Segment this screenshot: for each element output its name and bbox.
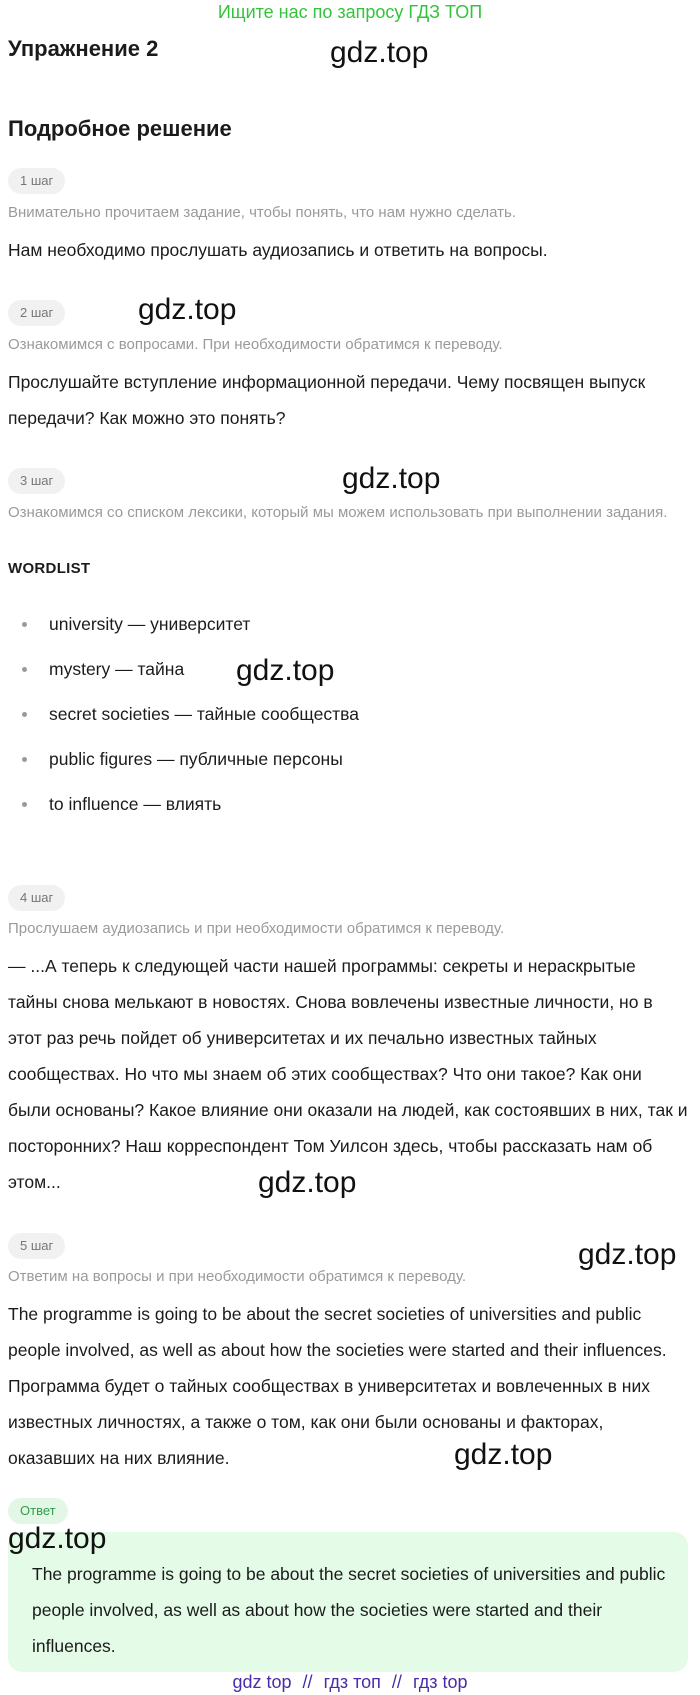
watermark: gdz.top bbox=[342, 462, 441, 495]
step-3-badge: 3 шаг bbox=[8, 468, 65, 494]
bullet-icon bbox=[22, 802, 27, 807]
step-1-text: Нам необходимо прослушать аудиозапись и ответить на вопросы. bbox=[8, 240, 548, 260]
answer-badge: Ответ bbox=[8, 1498, 68, 1524]
word-entry: mystery — тайна bbox=[49, 659, 185, 679]
step-4-hint: Прослушаем аудиозапись и при необходимости обратимся к переводу. bbox=[8, 920, 505, 937]
exercise-title: Упражнение 2 bbox=[8, 36, 159, 61]
watermark: gdz.top bbox=[258, 1166, 357, 1199]
step-1-badge: 1 шаг bbox=[8, 168, 65, 194]
list-item bbox=[22, 698, 662, 743]
watermark: gdz.top bbox=[578, 1238, 677, 1271]
step-3-hint: Ознакомимся со списком лексики, который мы можем использовать при выполнении задания. bbox=[8, 504, 668, 521]
word-entry: public figures — публичные персоны bbox=[49, 749, 343, 769]
list-item bbox=[22, 788, 662, 833]
step-5-badge: 5 шаг bbox=[8, 1233, 65, 1259]
footer-separator: // bbox=[302, 1672, 313, 1692]
search-banner: Ищите нас по запросу ГДЗ ТОП bbox=[217, 2, 483, 22]
watermark: gdz.top bbox=[138, 293, 237, 326]
watermark: gdz.top bbox=[8, 1522, 107, 1555]
watermark: gdz.top bbox=[330, 36, 429, 69]
step-5-hint: Ответим на вопросы и при необходимости обратимся к переводу. bbox=[8, 1268, 467, 1285]
answer-text: The programme is going to be about the secret societies of universities and public people involved, as well as about how the societies were started and their influences. bbox=[32, 1564, 666, 1656]
step-2-text: Прослушайте вступление информационной передачи. Чему посвящен выпуск передачи? Как можно это понять? bbox=[8, 372, 646, 428]
footer-link-gdz-top-ru[interactable]: гдз топ bbox=[323, 1672, 381, 1692]
list-item bbox=[22, 608, 662, 653]
bullet-icon bbox=[22, 757, 27, 762]
step-5-text: The programme is going to be about the secret societies of universities and public people involved, as well as about how the societies were started and their influences. Программа будет о тайных сообществах в университетах и вовлеченных в них известных личностях, а также о том, как они были основаны и факторах, оказавших на них влияние. bbox=[8, 1304, 667, 1468]
word-entry: to influence — влиять bbox=[49, 794, 222, 814]
list-item bbox=[22, 653, 662, 698]
bullet-icon bbox=[22, 622, 27, 627]
list-item bbox=[22, 743, 662, 788]
wordlist-title: WORDLIST bbox=[8, 560, 91, 577]
watermark: gdz.top bbox=[236, 654, 335, 687]
footer-link-gdz-top[interactable]: gdz top bbox=[232, 1672, 292, 1692]
footer-separator: // bbox=[391, 1672, 402, 1692]
step-2-badge: 2 шаг bbox=[8, 300, 65, 326]
bullet-icon bbox=[22, 712, 27, 717]
step-2-hint: Ознакомимся с вопросами. При необходимости обратимся к переводу. bbox=[8, 336, 503, 353]
word-entry: secret societies — тайные сообщества bbox=[49, 704, 359, 724]
step-1-hint: Внимательно прочитаем задание, чтобы понять, что нам нужно сделать. bbox=[8, 204, 517, 221]
step-4-badge: 4 шаг bbox=[8, 885, 65, 911]
bullet-icon bbox=[22, 667, 27, 672]
step-4-text: — ...А теперь к следующей части нашей программы: секреты и нераскрытые тайны снова мелькают в новостях. Снова вовлечены известные личности, но в этот раз речь пойдет об университетах и их печально известных тайных сообществах. Но что мы знаем об этих сообществах? Что они такое? Как они были основаны? Какое влияние они оказали на людей, как состоявших в них, так и посторонних? Наш корреспондент Том Уилсон здесь, чтобы рассказать нам об этом... bbox=[8, 956, 688, 1192]
word-entry: university — университет bbox=[49, 614, 251, 634]
footer-link-gdz-top-mixed[interactable]: гдз top bbox=[412, 1672, 468, 1692]
solution-heading: Подробное решение bbox=[8, 116, 232, 141]
watermark: gdz.top bbox=[454, 1438, 553, 1471]
footer-links bbox=[0, 1670, 700, 1694]
wordlist bbox=[22, 608, 662, 833]
